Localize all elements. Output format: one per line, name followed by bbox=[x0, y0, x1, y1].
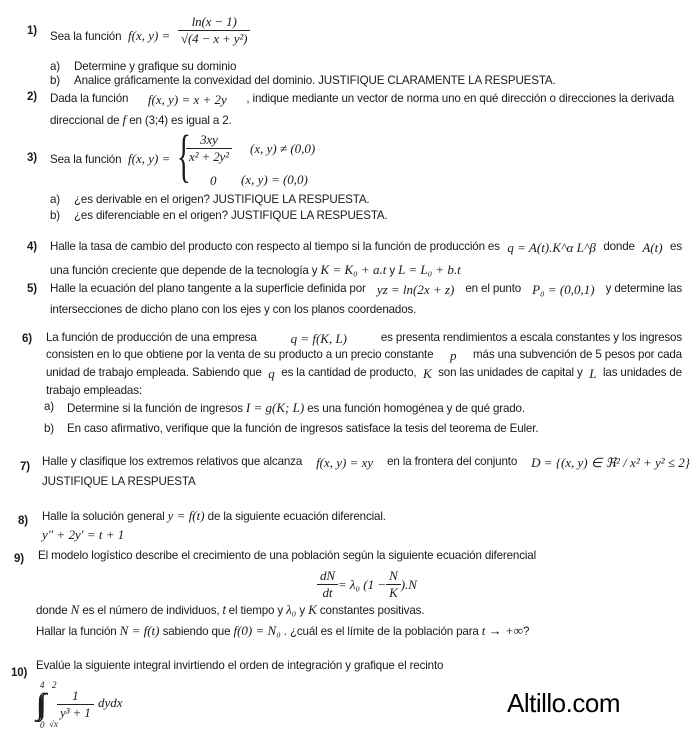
q9-text: y bbox=[299, 604, 306, 617]
outer-lower: 0 bbox=[40, 720, 45, 730]
q5-expr: yz = ln(2x + z) bbox=[376, 282, 455, 297]
denominator: x² + 2y² bbox=[189, 149, 229, 164]
q6-text: es presenta rendimientos a escala constantes y los ingresos bbox=[380, 331, 682, 344]
q9-text: donde bbox=[36, 604, 68, 617]
q3-b-text: ¿es diferenciable en el origen? JUSTIFIQUE LA RESPUESTA. bbox=[74, 209, 388, 222]
item-label: b) bbox=[50, 209, 61, 222]
q3-a-text: ¿es derivable en el origen? JUSTIFIQUE LA RESPUESTA. bbox=[74, 193, 370, 206]
question-number: 1) bbox=[27, 25, 37, 37]
q9-var: λ₀ bbox=[286, 602, 297, 617]
question-number: 9) bbox=[14, 553, 24, 565]
eq-part: = λ₀ (1 − bbox=[337, 576, 387, 592]
q9-text: ? bbox=[522, 625, 530, 638]
q6-text: consisten en lo que obtiene por la venta de su producto a un precio constante bbox=[46, 348, 434, 361]
numerator: N bbox=[386, 568, 401, 585]
outer-upper: 4 bbox=[40, 680, 45, 690]
question-number: 3) bbox=[27, 152, 37, 164]
q10-line1: Evalúe la siguiente integral invirtiendo el orden de integración y grafique el recinto bbox=[36, 659, 444, 672]
q6-text: es una función homogénea y de qué grado. bbox=[307, 402, 525, 415]
double-integral-sign: ∫∫ bbox=[36, 688, 41, 721]
q6-var: L bbox=[589, 366, 597, 381]
q6-expr: q = f(K, L) bbox=[290, 331, 348, 346]
q5-expr: P₀ = (0,0,1) bbox=[532, 282, 595, 297]
brace: { bbox=[176, 123, 191, 188]
q8-text: Halle la solución general bbox=[42, 510, 165, 523]
n-k-fraction bbox=[386, 568, 401, 601]
q1-numerator: ln(x − 1) bbox=[178, 14, 250, 31]
q3-text: Sea la función bbox=[50, 153, 122, 166]
q4-line2 bbox=[50, 262, 461, 278]
question-number: 2) bbox=[27, 91, 37, 103]
q3-case2-cond: (x, y) = (0,0) bbox=[241, 172, 308, 187]
q5-text: Halle la ecuación del plano tangente a la superficie definida por bbox=[50, 282, 366, 295]
q6-text: son las unidades de capital y bbox=[438, 366, 583, 379]
item-label: b) bbox=[50, 74, 61, 87]
q9-line3 bbox=[36, 623, 529, 639]
q2-text: Dada la función bbox=[50, 92, 129, 105]
q6-line1 bbox=[46, 331, 682, 347]
q6-text: La función de producción de una empresa bbox=[46, 331, 257, 344]
question-number: 10) bbox=[11, 667, 28, 679]
q2-expr: f(x, y) = x + 2y bbox=[147, 92, 227, 107]
q9-line1: El modelo logístico describe el crecimiento de una población según la siguiente ecuación diferencial bbox=[38, 549, 537, 562]
q4-line1 bbox=[50, 240, 682, 256]
integrand-fraction bbox=[57, 688, 94, 721]
q9-var: N bbox=[70, 602, 80, 617]
question-number: 7) bbox=[20, 461, 30, 473]
q4-text: una función creciente que depende de la tecnología y bbox=[50, 264, 318, 277]
q9-text: constantes positivas. bbox=[319, 604, 425, 617]
q6-b-text: En caso afirmativo, verifique que la función de ingresos satisface la tesis del teorema de Euler. bbox=[67, 422, 539, 435]
q6-expr: I = g(K; L) bbox=[245, 400, 305, 415]
inner-upper: 2 bbox=[52, 680, 57, 690]
q2-line1 bbox=[50, 92, 674, 108]
q3-lhs: f(x, y) = bbox=[128, 151, 171, 166]
q6-var: p bbox=[449, 348, 457, 363]
q6-var: K bbox=[422, 366, 432, 381]
q6-text: es la cantidad de producto, bbox=[281, 366, 417, 379]
q8-line1 bbox=[42, 508, 386, 524]
q7-text: Halle y clasifique los extremos relativos que alcanza bbox=[42, 455, 303, 468]
q8-text: de la siguiente ecuación diferencial. bbox=[207, 510, 386, 523]
q6-line2 bbox=[46, 348, 682, 364]
inner-lower: √x bbox=[49, 719, 58, 729]
q4-expr: L = L₀ + b.t bbox=[398, 262, 461, 277]
q2-text: en (3;4) es igual a 2. bbox=[129, 114, 232, 127]
q1-fraction bbox=[178, 14, 250, 47]
q6-line4: trabajo empleadas: bbox=[46, 384, 142, 397]
denominator: K bbox=[389, 585, 398, 600]
q5-text: y determine las bbox=[605, 282, 682, 295]
item-label: a) bbox=[44, 400, 55, 413]
q9-expr: t → +∞ bbox=[481, 623, 523, 638]
q7-line1 bbox=[42, 455, 690, 471]
q7-expr: D = {(x, y) ∈ ℜ² / x² + y² ≤ 2} bbox=[531, 455, 690, 470]
q6-text: las unidades de bbox=[602, 366, 682, 379]
numerator: 3xy bbox=[186, 132, 232, 149]
q4-expr: q = A(t).K^α L^β bbox=[507, 240, 596, 255]
question-number: 6) bbox=[22, 333, 32, 345]
q1-a-text: Determine y grafique su dominio bbox=[74, 60, 237, 73]
item-label: a) bbox=[50, 60, 61, 73]
q9-text: Hallar la función bbox=[36, 625, 117, 638]
q9-var: t bbox=[222, 604, 226, 617]
q4-text: es bbox=[670, 240, 682, 253]
q7-text: en la frontera del conjunto bbox=[387, 455, 518, 468]
q8-equation: y″ + 2y′ = t + 1 bbox=[42, 527, 125, 542]
q6-text: Determine si la función de ingresos bbox=[67, 402, 243, 415]
numerator: 1 bbox=[57, 688, 94, 705]
q1-b-text: Analice gráficamente la convexidad del dominio. JUSTIFIQUE CLARAMENTE LA RESPUESTA. bbox=[74, 74, 556, 87]
item-label: a) bbox=[50, 193, 61, 206]
q4-text: donde bbox=[603, 240, 635, 253]
differential: dydx bbox=[98, 695, 123, 710]
q2-text: direccional de bbox=[50, 114, 120, 127]
item-label: b) bbox=[44, 422, 55, 435]
q1-text: Sea la función bbox=[50, 30, 122, 43]
q3-case2-val: 0 bbox=[210, 173, 217, 188]
q6-a bbox=[67, 400, 525, 416]
q4-text: Halle la tasa de cambio del producto con respecto al tiempo si la función de producción es bbox=[50, 240, 500, 253]
q2-text: , indique mediante un vector de norma uno en qué dirección o direcciones la derivada bbox=[246, 92, 674, 105]
q9-text: el tiempo y bbox=[228, 604, 284, 617]
q5-text: en el punto bbox=[465, 282, 522, 295]
q4-text: y bbox=[389, 264, 396, 277]
q9-expr: N = f(t) bbox=[119, 623, 160, 638]
q9-line2 bbox=[36, 602, 424, 618]
dn-dt-fraction bbox=[317, 568, 338, 601]
q3-case1-fraction bbox=[186, 132, 232, 165]
q6-line3 bbox=[46, 366, 682, 382]
q4-expr: A(t) bbox=[642, 240, 663, 255]
q7-line2: JUSTIFIQUE LA RESPUESTA bbox=[42, 475, 196, 488]
q1-lhs: f(x, y) = bbox=[128, 28, 171, 43]
q8-expr: y = f(t) bbox=[167, 508, 205, 523]
q9-text: sabiendo que bbox=[162, 625, 231, 638]
q9-var: K bbox=[308, 602, 317, 617]
eq-part: ).N bbox=[400, 576, 417, 592]
question-number: 5) bbox=[27, 283, 37, 295]
q2-line2 bbox=[50, 112, 232, 128]
q6-text: más una subvención de 5 pesos por cada bbox=[473, 348, 682, 361]
q2-f: f bbox=[122, 112, 127, 127]
q9-equation bbox=[317, 568, 417, 601]
q1-denominator: √(4 − x + y²) bbox=[181, 31, 248, 46]
q6-var: q bbox=[268, 366, 275, 381]
q6-text: unidad de trabajo empleada. Sabiendo que bbox=[46, 366, 262, 379]
denominator: dt bbox=[322, 585, 333, 600]
watermark-logo: Altillo.com bbox=[507, 688, 620, 718]
question-number: 4) bbox=[27, 241, 37, 253]
denominator: y³ + 1 bbox=[60, 705, 91, 720]
q7-expr: f(x, y) = xy bbox=[316, 455, 374, 470]
question-number: 8) bbox=[18, 515, 28, 527]
q4-expr: K = K₀ + a.t bbox=[320, 262, 387, 277]
q3-case1-cond: (x, y) ≠ (0,0) bbox=[250, 141, 316, 156]
numerator: dN bbox=[317, 568, 338, 585]
q9-text: . ¿cuál es el límite de la población para bbox=[283, 625, 479, 638]
q5-line1 bbox=[50, 282, 682, 298]
q9-expr: f(0) = N₀ bbox=[233, 623, 281, 638]
q5-line2: intersecciones de dicho plano con los ejes y con los planos coordenados. bbox=[50, 303, 417, 316]
q9-text: es el número de individuos, bbox=[82, 604, 220, 617]
